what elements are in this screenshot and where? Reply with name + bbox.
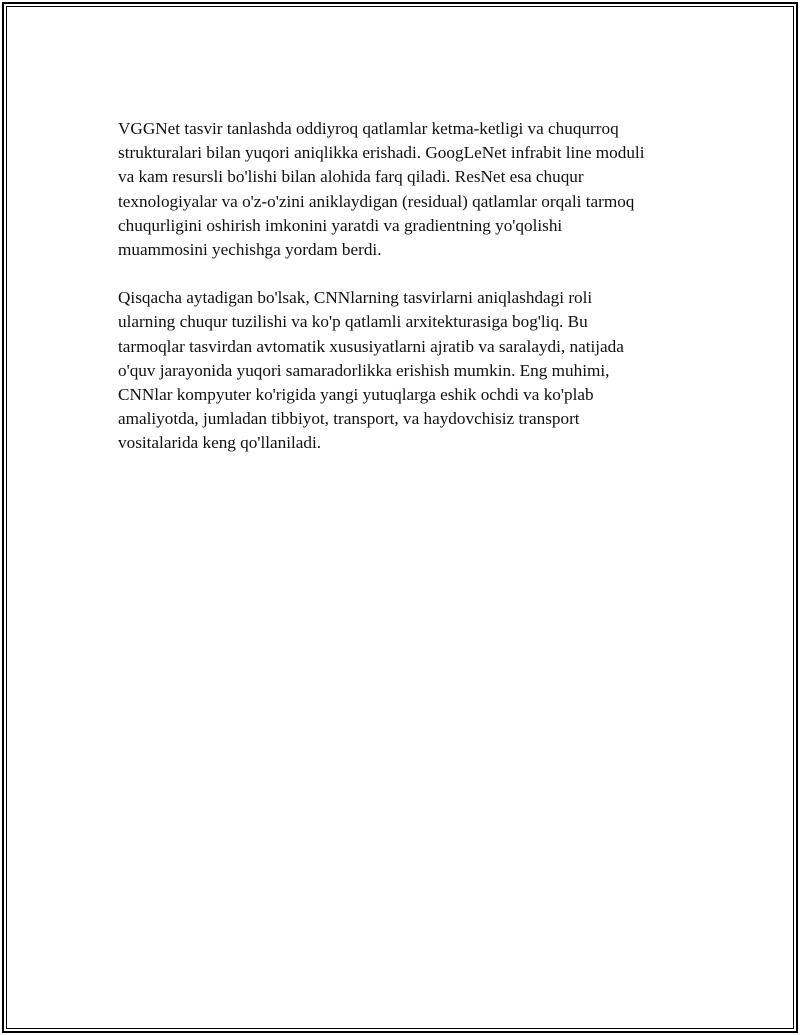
document-body — [118, 117, 708, 480]
paragraph-cnn-architectures: VGGNet tasvir tanlashda oddiyroq qatlamlar ketma-ketligi va chuqurroq strukturalari bilan yuqori aniqlikka erishadi. GoogLeNet infrabit line moduli va kam resursli bo'lishi bilan alohida farq qiladi. ResNet esa chuqur texnologiyalar va o'z-o'zini aniklaydigan (residual) qatlamlar orqali tarmoq chuqurligini oshirish imkonini yaratdi va gradientning yo'qolishi muammosini yechishga yordam berdi. — [118, 119, 645, 260]
paragraph-summary: Qisqacha aytadigan bo'lsak, CNNlarning tasvirlarni aniqlashdagi roli ularning chuqur tuzilishi va ko'p qatlamli arxitekturasiga bog'liq. Bu tarmoqlar tasvirdan avtomatik xususiyatlarni ajratib va saralaydi, natijada o'quv jarayonida yuqori samaradorlikka erishish mumkin. Eng muhimi, CNNlar kompyuter ko'rigida yangi yutuqlarga eshik ochdi va ko'plab amaliyotda, jumladan tibbiyot, transport, va haydovchisiz transport vositalarida keng qo'llaniladi. — [118, 288, 624, 453]
